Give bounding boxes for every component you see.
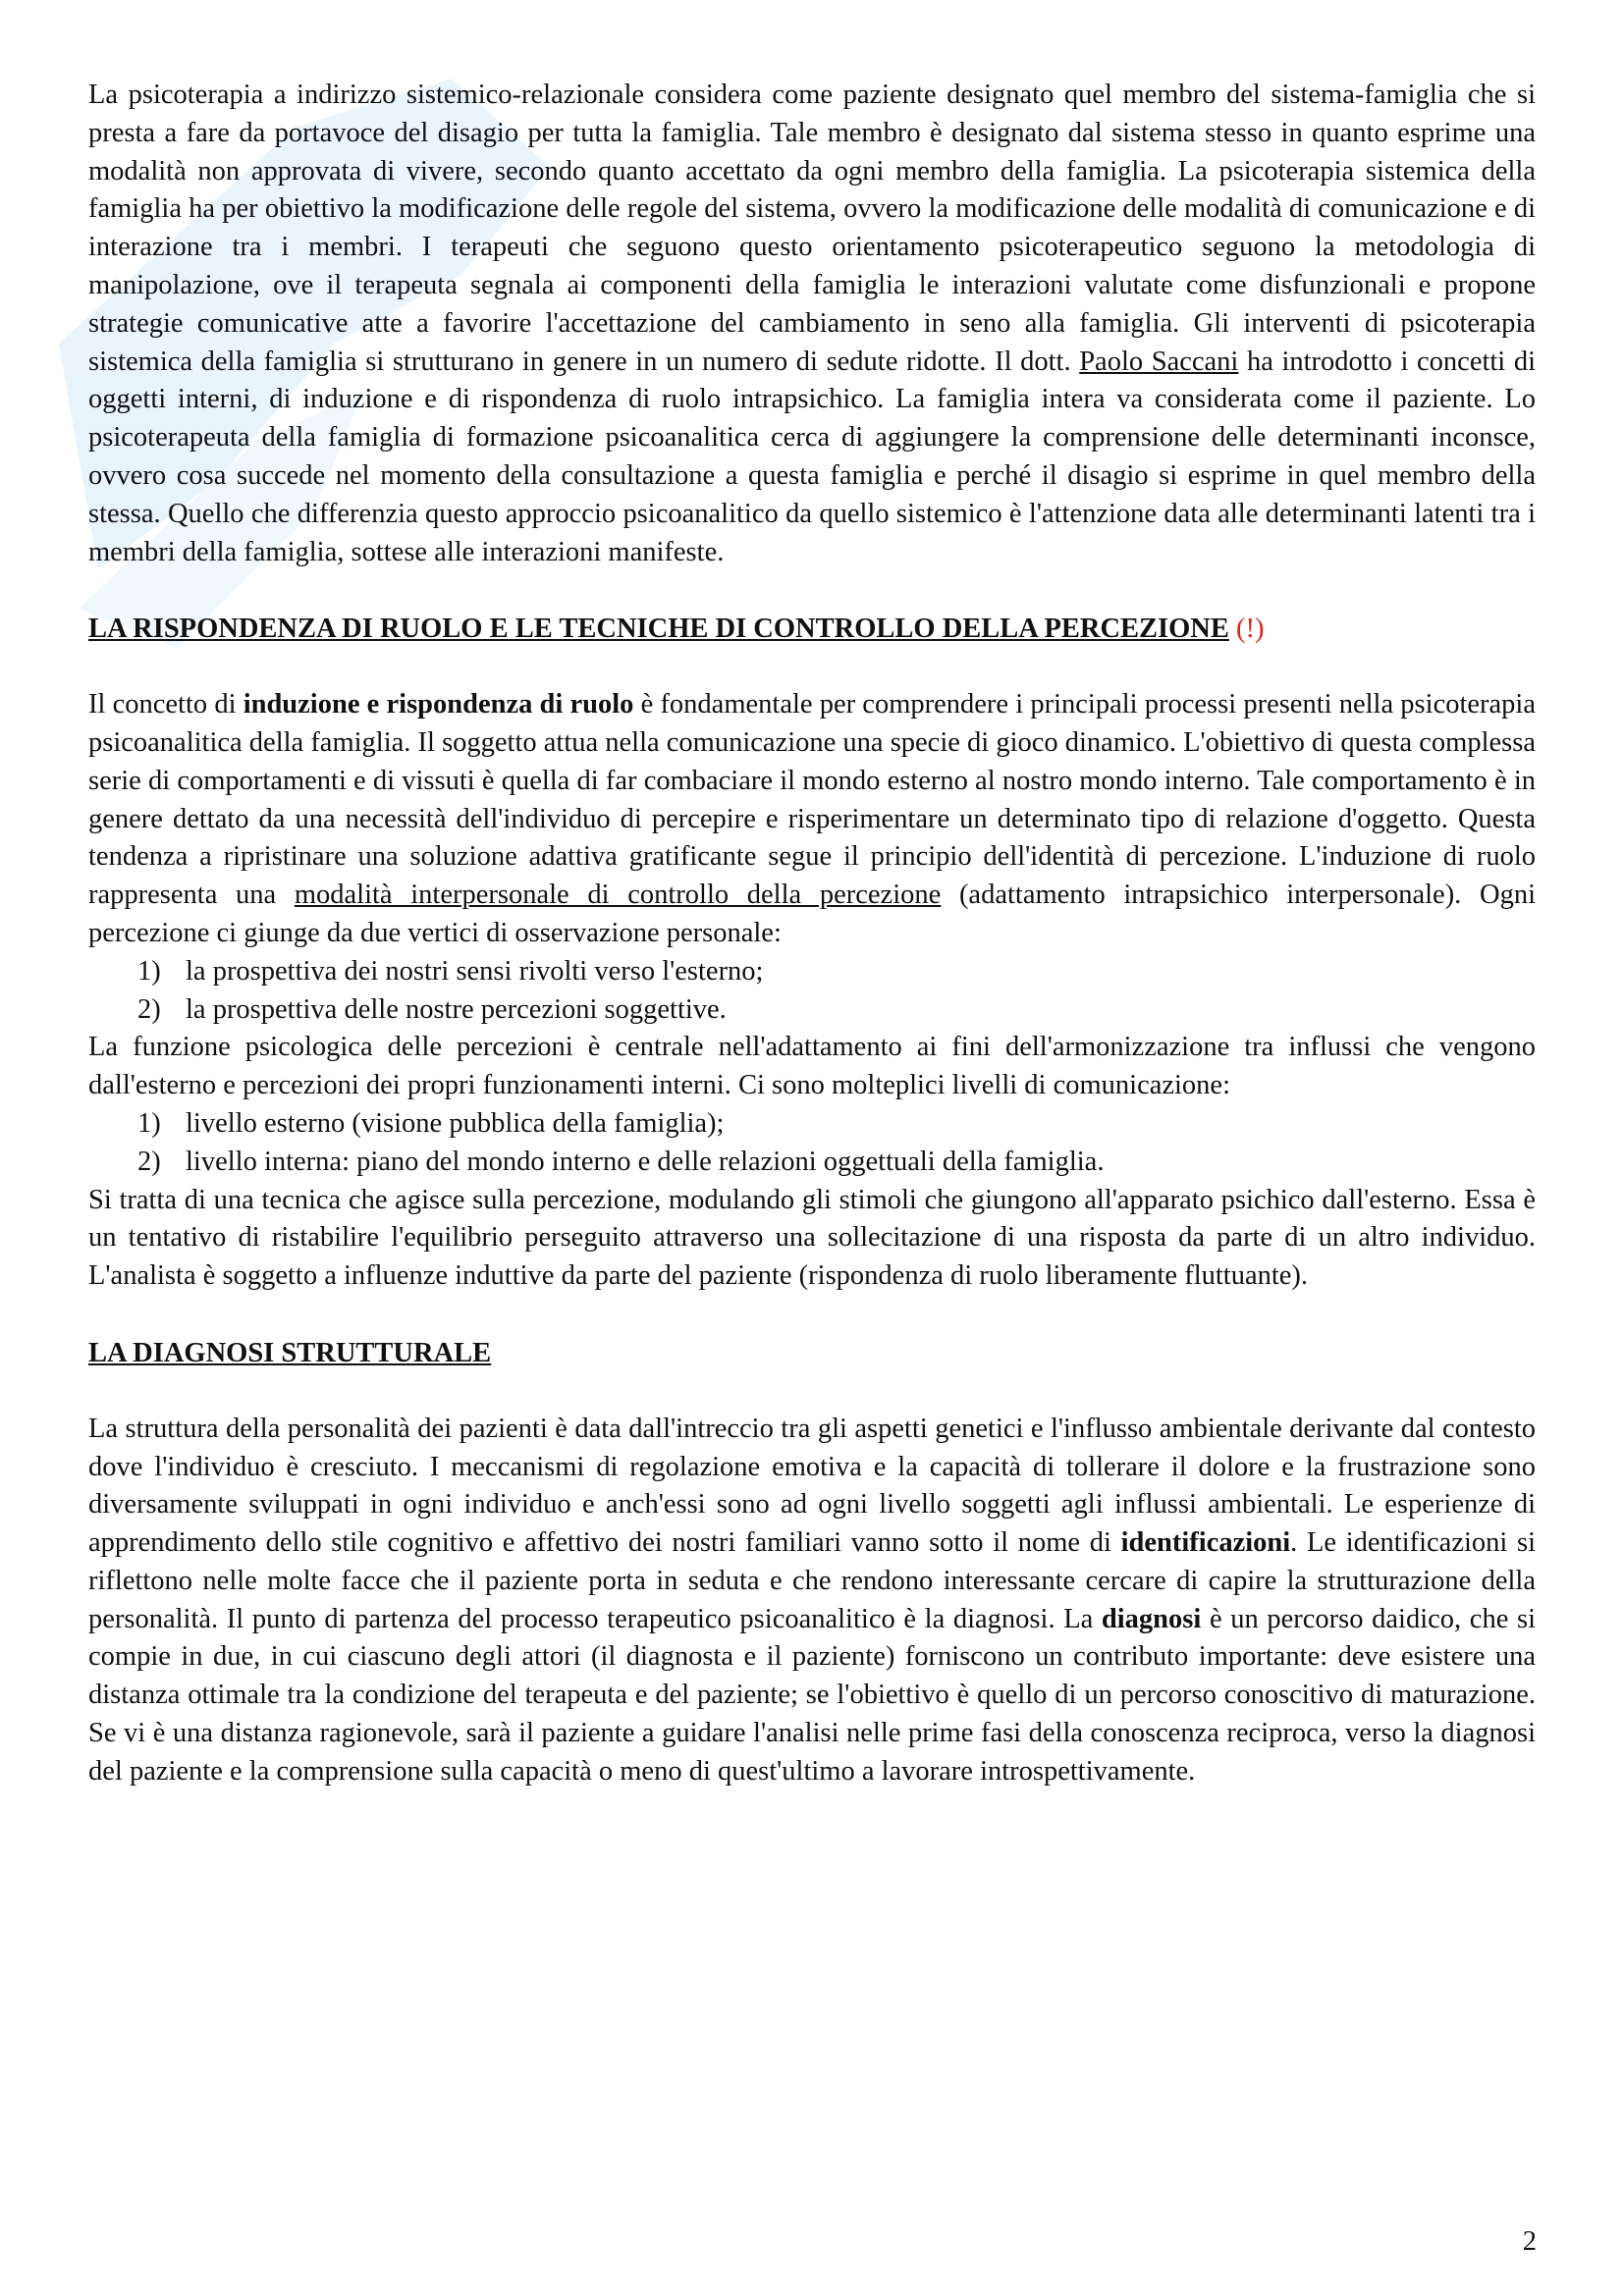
diagnosi-paragraph: La struttura della personalità dei pazienti è data dall'intreccio tra gli aspetti genetici e l'influsso ambientale derivante dal contesto dove l'individuo è cresciuto. I meccanismi di regolazione emotiva e la capacità di tollerare il dolore e la frustrazione sono diversamente sviluppati in ogni individuo e anch'essi sono ad ogni livello soggetti agli influssi ambientali. Le esperienze di apprendimento dello stile cognitivo e affettivo dei nostri familiari vanno sotto il nome di identificazioni. Le identificazioni si riflettono nelle molte facce che il paziente porta in seduta e che rendono interessante cercare di capire la strutturazione della personalità. Il punto di partenza del processo terapeutico psicoanalitico è la diagnosi. La diagnosi è un percorso daidico, che si compie in due, in cui ciascuno degli attori (il diagnosta e il paziente) forniscono un contributo importante: deve esistere una distanza ottimale tra la condizione del terapeuta e del paziente; se l'obiettivo è quello di un percorso conoscitivo di maturazione. Se vi è una distanza ragionevole, sarà il paziente a guidare l'analisi nelle prime fasi della conoscenza reciproca, verso la diagnosi del paziente e la comprensione sulla capacità o meno di quest'ultimo a lavorare introspettivamente.: [88, 1413, 1536, 1787]
list-item: 2) la prospettiva delle nostre percezioni soggettive.: [137, 993, 727, 1025]
document-page: [88, 77, 1536, 1791]
intro-paragraph: La psicoterapia a indirizzo sistemico-relazionale considera come paziente designato quel membro del sistema-famiglia che si presta a fare da portavoce del disagio per tutta la famiglia. Tale membro è designato dal sistema stesso in quanto esprime una modalità non approvata di vivere, secondo quanto accettato da ogni membro della famiglia. La psicoterapia sistemica della famiglia ha per obiettivo la modificazione delle regole del sistema, ovvero la modificazione delle modalità di comunicazione e di interazione tra i membri. I terapeuti che seguono questo orientamento psicoterapeutico seguono la metodologia di manipolazione, ove il terapeuta segnala ai componenti della famiglia le interazioni valutate come disfunzionali e propone strategie comunicative atte a favorire l'accettazione del cambiamento in seno alla famiglia. Gli interventi di psicoterapia sistemica della famiglia si strutturano in genere in un numero di sedute ridotte. Il dott. Paolo Saccani ha introdotto i concetti di oggetti interni, di induzione e di rispondenza di ruolo intrapsichico. La famiglia intera va considerata come il paziente. Lo psicoterapeuta della famiglia di formazione psicoanalitica cerca di aggiungere la comprensione delle determinanti inconsce, ovvero cosa succede nel momento della consultazione a questa famiglia e perché il disagio si esprime in quel membro della stessa. Quello che differenzia questo approccio psicoanalitico da quello sistemico è l'attenzione data alle determinanti latenti tra i membri della famiglia, sottese alle interazioni manifeste.: [88, 80, 1536, 567]
author-link[interactable]: Paolo Saccani: [1079, 346, 1239, 377]
list-item: 2) livello interna: piano del mondo interno e delle relazioni oggettuali della famiglia.: [137, 1146, 1105, 1177]
section-heading-rispondenza: LA RISPONDENZA DI RUOLO E LE TECNICHE DI CONTROLLO DELLA PERCEZIONE (!): [88, 614, 1265, 645]
technique-paragraph: Si tratta di una tecnica che agisce sulla percezione, modulando gli stimoli che giungono all'apparato psichico dall'esterno. Essa è un tentativo di ristabilire l'equilibrio perseguito attraverso una sollecitazione di una risposta da parte di un altro individuo. L'analista è soggetto a influenze induttive da parte del paziente (rispondenza di ruolo liberamente fluttuante).: [88, 1184, 1536, 1292]
communication-levels-list: [88, 1105, 1536, 1182]
attention-marker: (!): [1236, 614, 1265, 645]
underlined-phrase: modalità interpersonale di controllo della percezione: [294, 880, 942, 911]
function-paragraph: La funzione psicologica delle percezioni è centrale nell'adattamento ai fini dell'armonizzazione tra influssi che vengono dall'esterno e percezioni dei propri funzionamenti interni. Ci sono molteplici livelli di comunicazione:: [88, 1032, 1536, 1101]
perception-list: [88, 953, 1536, 1030]
page-number: 2: [1522, 2226, 1537, 2257]
list-item: 1) la prospettiva dei nostri sensi rivolti verso l'esterno;: [137, 955, 764, 987]
rispondenza-paragraph: Il concetto di induzione e rispondenza di ruolo è fondamentale per comprendere i principali processi presenti nella psicoterapia psicoanalitica della famiglia. Il soggetto attua nella comunicazione una specie di gioco dinamico. L'obiettivo di questa complessa serie di comportamenti e di vissuti è quella di far combaciare il mondo esterno al nostro mondo interno. Tale comportamento è in genere dettato da una necessità dell'individuo di percepire e risperimentare un determinato tipo di relazione d'oggetto. Questa tendenza a ripristinare una soluzione adattiva gratificante segue il principio dell'identità di percezione. L'induzione di ruolo rappresenta una modalità interpersonale di controllo della percezione (adattamento intrapsichico interpersonale). Ogni percezione ci giunge da due vertici di osservazione personale:: [88, 689, 1536, 948]
list-item: 1) livello esterno (visione pubblica della famiglia);: [137, 1107, 725, 1139]
section-heading-diagnosi: LA DIAGNOSI STRUTTURALE: [88, 1337, 492, 1368]
